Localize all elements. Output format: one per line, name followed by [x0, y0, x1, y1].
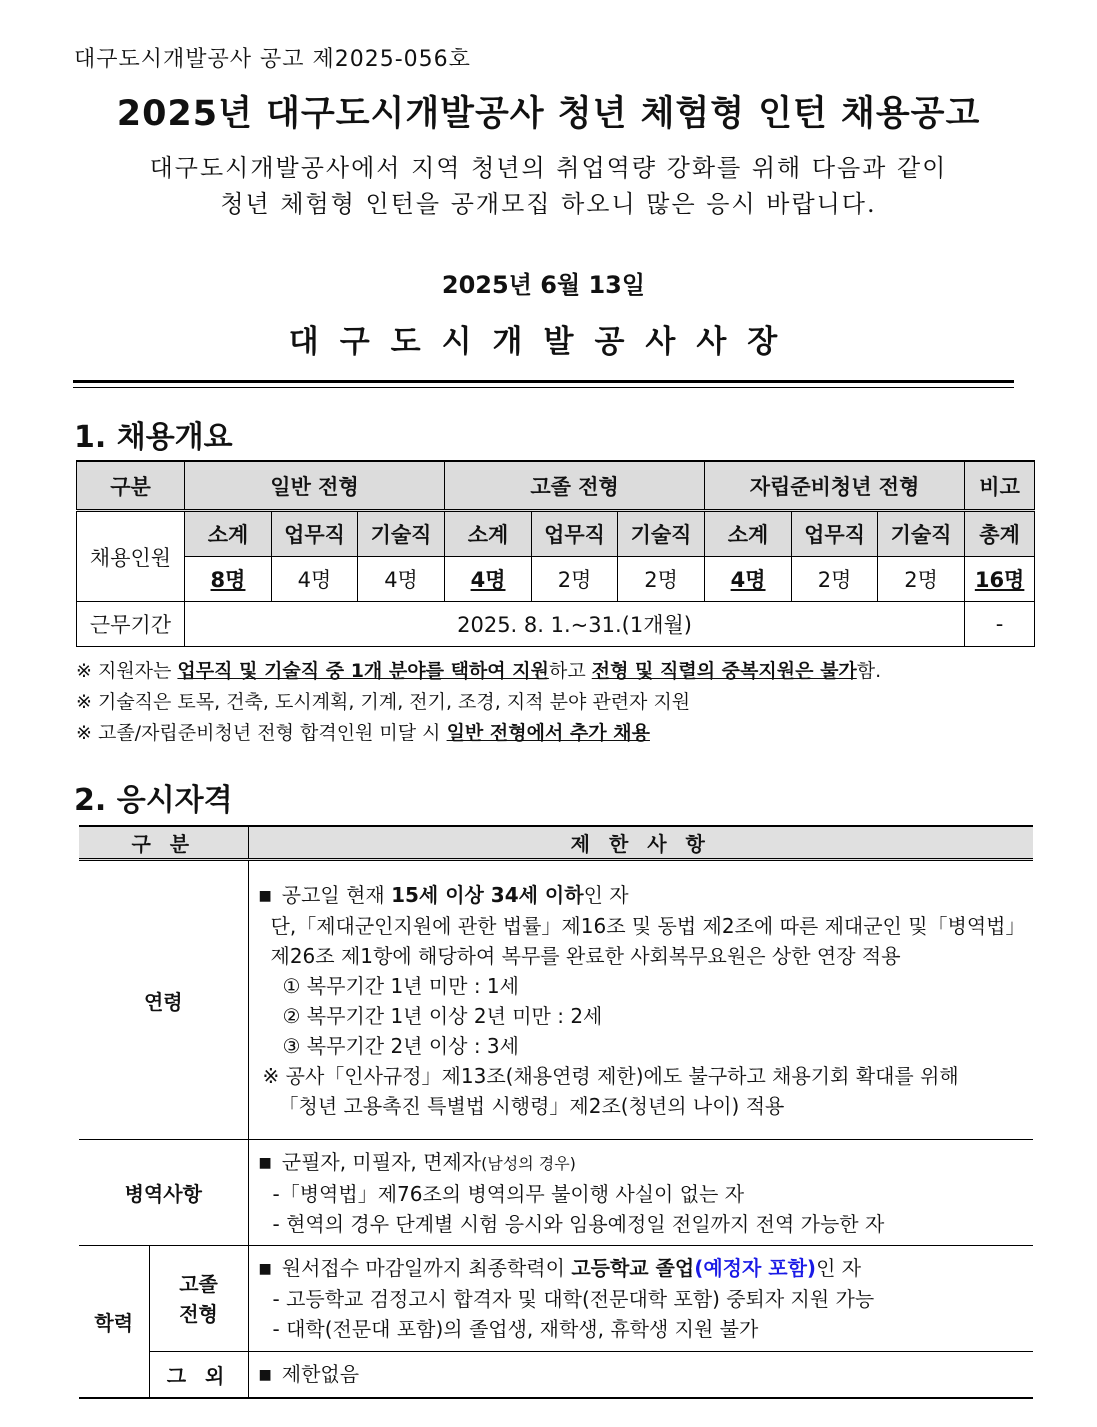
section-1-title: 1. 채용개요 — [74, 420, 233, 455]
highschool-subtotal-value: 4명 — [470, 568, 506, 592]
selfreliant-tech: 2명 — [878, 557, 965, 602]
recruitment-overview-table — [76, 460, 1035, 647]
sub-office: 업무직 — [532, 511, 618, 557]
row-label-period: 근무기간 — [77, 602, 185, 647]
sub-subtotal: 소계 — [705, 511, 792, 557]
intro-line-2: 청년 체험형 인턴을 공개모집 하오니 많은 응시 바랍니다. — [220, 190, 877, 218]
header-selfreliant: 자립준비청년 전형 — [705, 461, 965, 511]
issuer-ceo: 대구도시개발공사사장 — [288, 324, 799, 360]
general-office: 4명 — [272, 557, 358, 602]
highschool-office: 2명 — [532, 557, 618, 602]
selfreliant-subtotal-value: 4명 — [730, 568, 766, 592]
header-general: 일반 전형 — [185, 461, 445, 511]
intro-line-1: 대구도시개발공사에서 지역 청년의 취업역량 강화를 위해 다음과 같이 — [149, 154, 948, 182]
age-content: ■ 공고일 현재 15세 이상 34세 이하인 자 단,「제대군인지원에 관한 법률」제16조 및 동법 제2조에 따른 제대군인 및「병역법」 제26조 제1항에 해당하여 복무를 완료한 사회복무요원은 상한 연장 적용 ① 복무기간 1년 미만 : 1세 ② 복무기간 1년 이상 2년 미만 : 2세 ③ 복무기간 2년 이상 : 3세 ※ 공사「인사규정」제13조(채용연령 제한)에도 불구하고 채용기회 확대를 위해 「청년 고용촉진 특별법 시행령」제2조(청년의 나이) 적용 — [248, 860, 1033, 1140]
highschool-tech: 2명 — [618, 557, 705, 602]
other-track-label: 그 외 — [149, 1352, 248, 1399]
work-period: 2025. 8. 1.~31.(1개월) — [185, 602, 965, 647]
sub-tech: 기술직 — [618, 511, 705, 557]
highschool-subtotal — [445, 557, 532, 602]
overview-notes — [76, 656, 881, 749]
general-tech: 4명 — [358, 557, 445, 602]
general-subtotal-value: 8명 — [210, 568, 246, 592]
header-gubun-2: 구 분 — [79, 826, 248, 860]
note-1: ※ 지원자는 업무직 및 기술직 중 1개 분야를 택하여 지원하고 전형 및 직렬의 중복지원은 불가함. — [76, 660, 882, 682]
highschool-track-label: 고졸 전형 — [149, 1246, 248, 1352]
sub-total: 총계 — [965, 511, 1035, 557]
section-2-title: 2. 응시자격 — [74, 783, 233, 818]
selfreliant-office: 2명 — [792, 557, 878, 602]
general-subtotal — [185, 557, 272, 602]
note-2: ※ 기술직은 토목, 건축, 도시계획, 기계, 전기, 조경, 지적 분야 관련자 지원 — [76, 691, 691, 713]
sub-subtotal: 소계 — [445, 511, 532, 557]
notice-date: 2025년 6월 13일 — [441, 271, 646, 299]
header-divider — [73, 380, 1014, 388]
work-period-note: - — [965, 602, 1035, 647]
selfreliant-subtotal — [705, 557, 792, 602]
page-title: 2025년 대구도시개발공사 청년 체험형 인턴 채용공고 — [116, 94, 981, 134]
row-label-hire: 채용인원 — [77, 511, 185, 602]
header-highschool: 고졸 전형 — [445, 461, 705, 511]
sub-tech: 기술직 — [358, 511, 445, 557]
notice-number: 대구도시개발공사 공고 제2025-056호 — [74, 47, 471, 72]
military-content: ■ 군필자, 미필자, 면제자(남성의 경우) -「병역법」제76조의 병역의무 불이행 사실이 없는 자 - 현역의 경우 단계별 시험 응시와 임용예정일 전일까지 전역 가능한 자 — [248, 1140, 1033, 1246]
header-restrict: 제 한 사 항 — [248, 826, 1033, 860]
sub-office: 업무직 — [792, 511, 878, 557]
sub-office: 업무직 — [272, 511, 358, 557]
education-highschool-content: ■ 원서접수 마감일까지 최종학력이 고등학교 졸업(예정자 포함)인 자 - 고등학교 검정고시 합격자 및 대학(전문대학 포함) 중퇴자 지원 가능 - 대학(전문대 포함)의 졸업생, 재학생, 휴학생 지원 불가 — [248, 1246, 1033, 1352]
grand-total-value: 16명 — [974, 568, 1025, 592]
education-other-content: ■ 제한없음 — [248, 1352, 1033, 1399]
military-label: 병역사항 — [79, 1140, 248, 1246]
note-3: ※ 고졸/자립준비청년 전형 합격인원 미달 시 일반 전형에서 추가 채용 — [76, 722, 650, 744]
sub-subtotal: 소계 — [185, 511, 272, 557]
grand-total — [965, 557, 1035, 602]
sub-tech: 기술직 — [878, 511, 965, 557]
header-note: 비고 — [965, 461, 1035, 511]
eligibility-table — [79, 825, 1033, 1399]
education-label: 학력 — [79, 1246, 149, 1399]
intro-text — [0, 150, 1097, 222]
header-gubun: 구분 — [77, 461, 185, 511]
age-label: 연령 — [79, 860, 248, 1140]
